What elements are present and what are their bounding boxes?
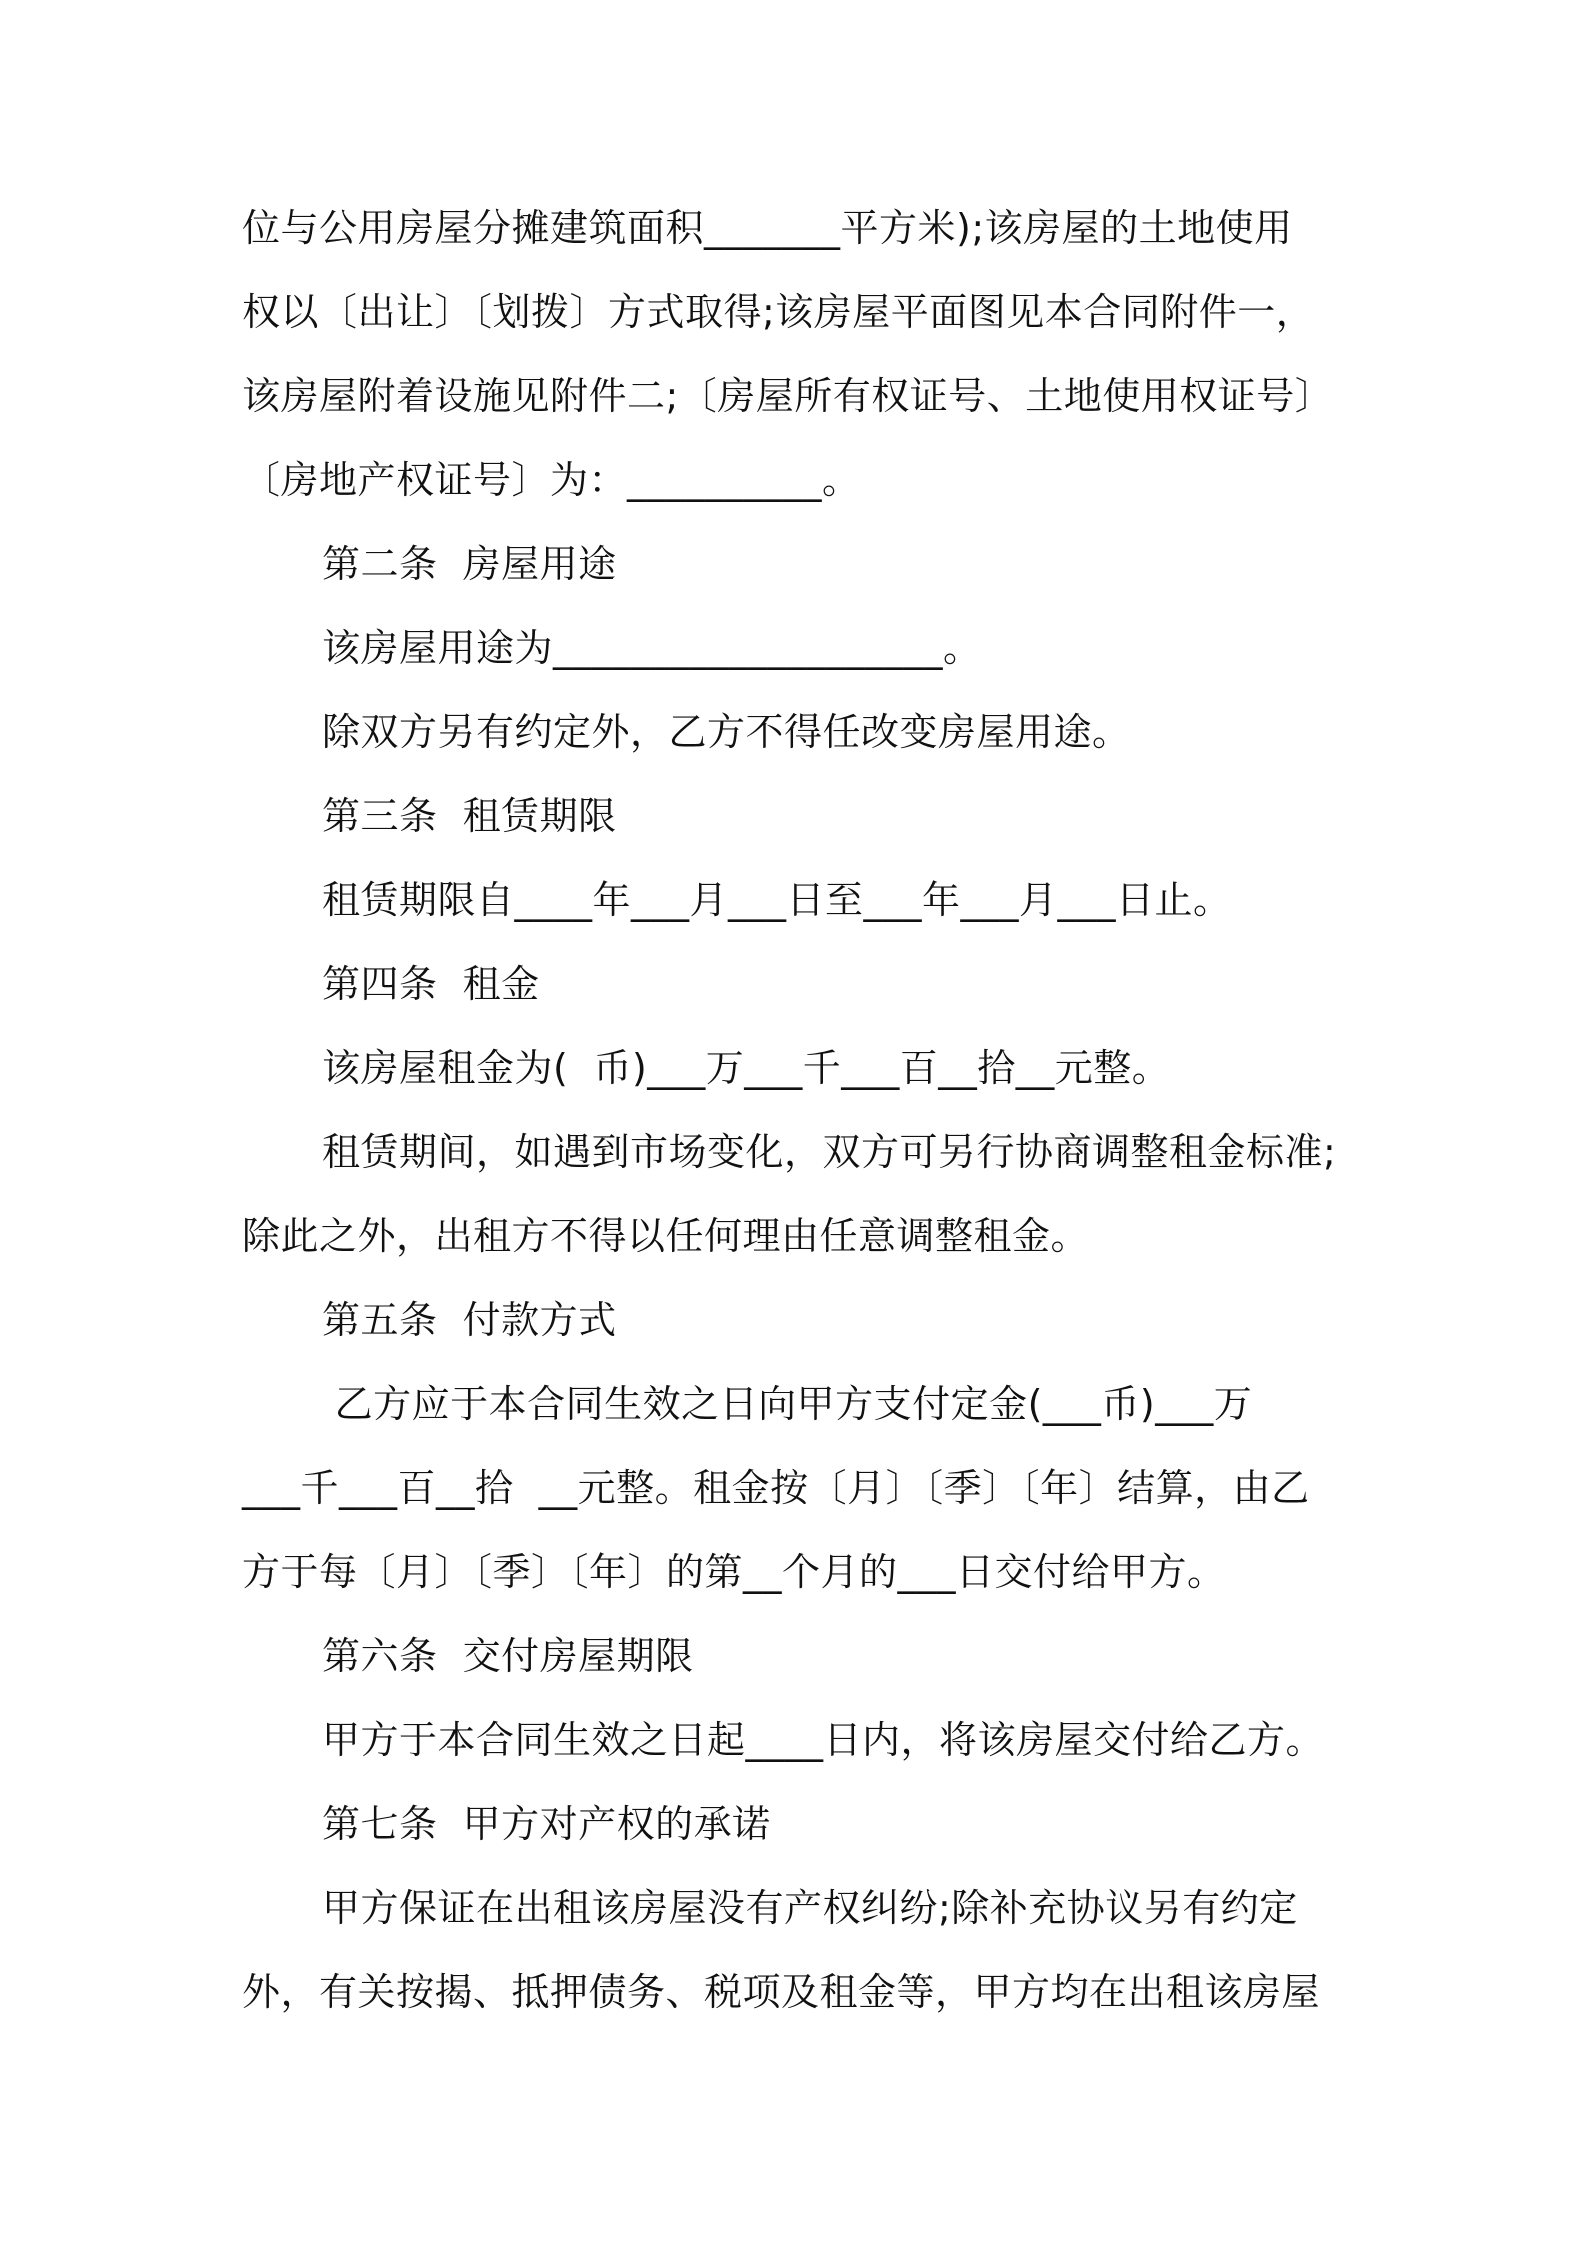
paragraph-line: 甲方于本合同生效之日起____日内，将该房屋交付给乙方。 xyxy=(322,1718,1325,1762)
article-heading-3: 第三条 租赁期限 xyxy=(322,794,617,838)
paragraph-line: 该房屋用途为____________________。 xyxy=(322,626,982,670)
paragraph-line: 〔房地产权证号〕为：__________。 xyxy=(242,458,861,502)
paragraph-line: 外，有关按揭、抵押债务、税项及租金等，甲方均在出租该房屋 xyxy=(242,1970,1321,2014)
paragraph-line: ___千___百__拾 __元整。租金按〔月〕〔季〕〔年〕结算，由乙 xyxy=(242,1466,1310,1510)
paragraph-line: 租赁期间，如遇到市场变化，双方可另行协商调整租金标准; xyxy=(322,1130,1337,1174)
paragraph-line: 除双方另有约定外，乙方不得任改变房屋用途。 xyxy=(322,710,1131,754)
paragraph-line: 租赁期限自____年___月___日至___年___月___日止。 xyxy=(322,878,1232,922)
paragraph-line: 权以〔出让〕〔划拨〕方式取得;该房屋平面图见本合同附件一， xyxy=(242,290,1315,334)
paragraph-line: 位与公用房屋分摊建筑面积_______平方米);该房屋的土地使用 xyxy=(242,206,1293,250)
article-heading-2: 第二条 房屋用途 xyxy=(322,542,617,586)
article-heading-5: 第五条 付款方式 xyxy=(322,1298,617,1342)
paragraph-line: 该房屋附着设施见附件二;〔房屋所有权证号、土地使用权证号〕 xyxy=(242,374,1334,418)
article-heading-6: 第六条 交付房屋期限 xyxy=(322,1634,694,1678)
paragraph-line: 除此之外，出租方不得以任何理由任意调整租金。 xyxy=(242,1214,1090,1258)
article-heading-7: 第七条 甲方对产权的承诺 xyxy=(322,1802,771,1846)
paragraph-line: 甲方保证在出租该房屋没有产权纠纷;除补充协议另有约定 xyxy=(322,1886,1298,1930)
paragraph-line: 该房屋租金为( 币)___万___千___百__拾__元整。 xyxy=(322,1046,1171,1090)
paragraph-line: 乙方应于本合同生效之日向甲方支付定金(___币)___万 xyxy=(322,1382,1253,1426)
article-heading-4: 第四条 租金 xyxy=(322,962,540,1006)
paragraph-line: 方于每〔月〕〔季〕〔年〕的第__个月的___日交付给甲方。 xyxy=(242,1550,1226,1594)
